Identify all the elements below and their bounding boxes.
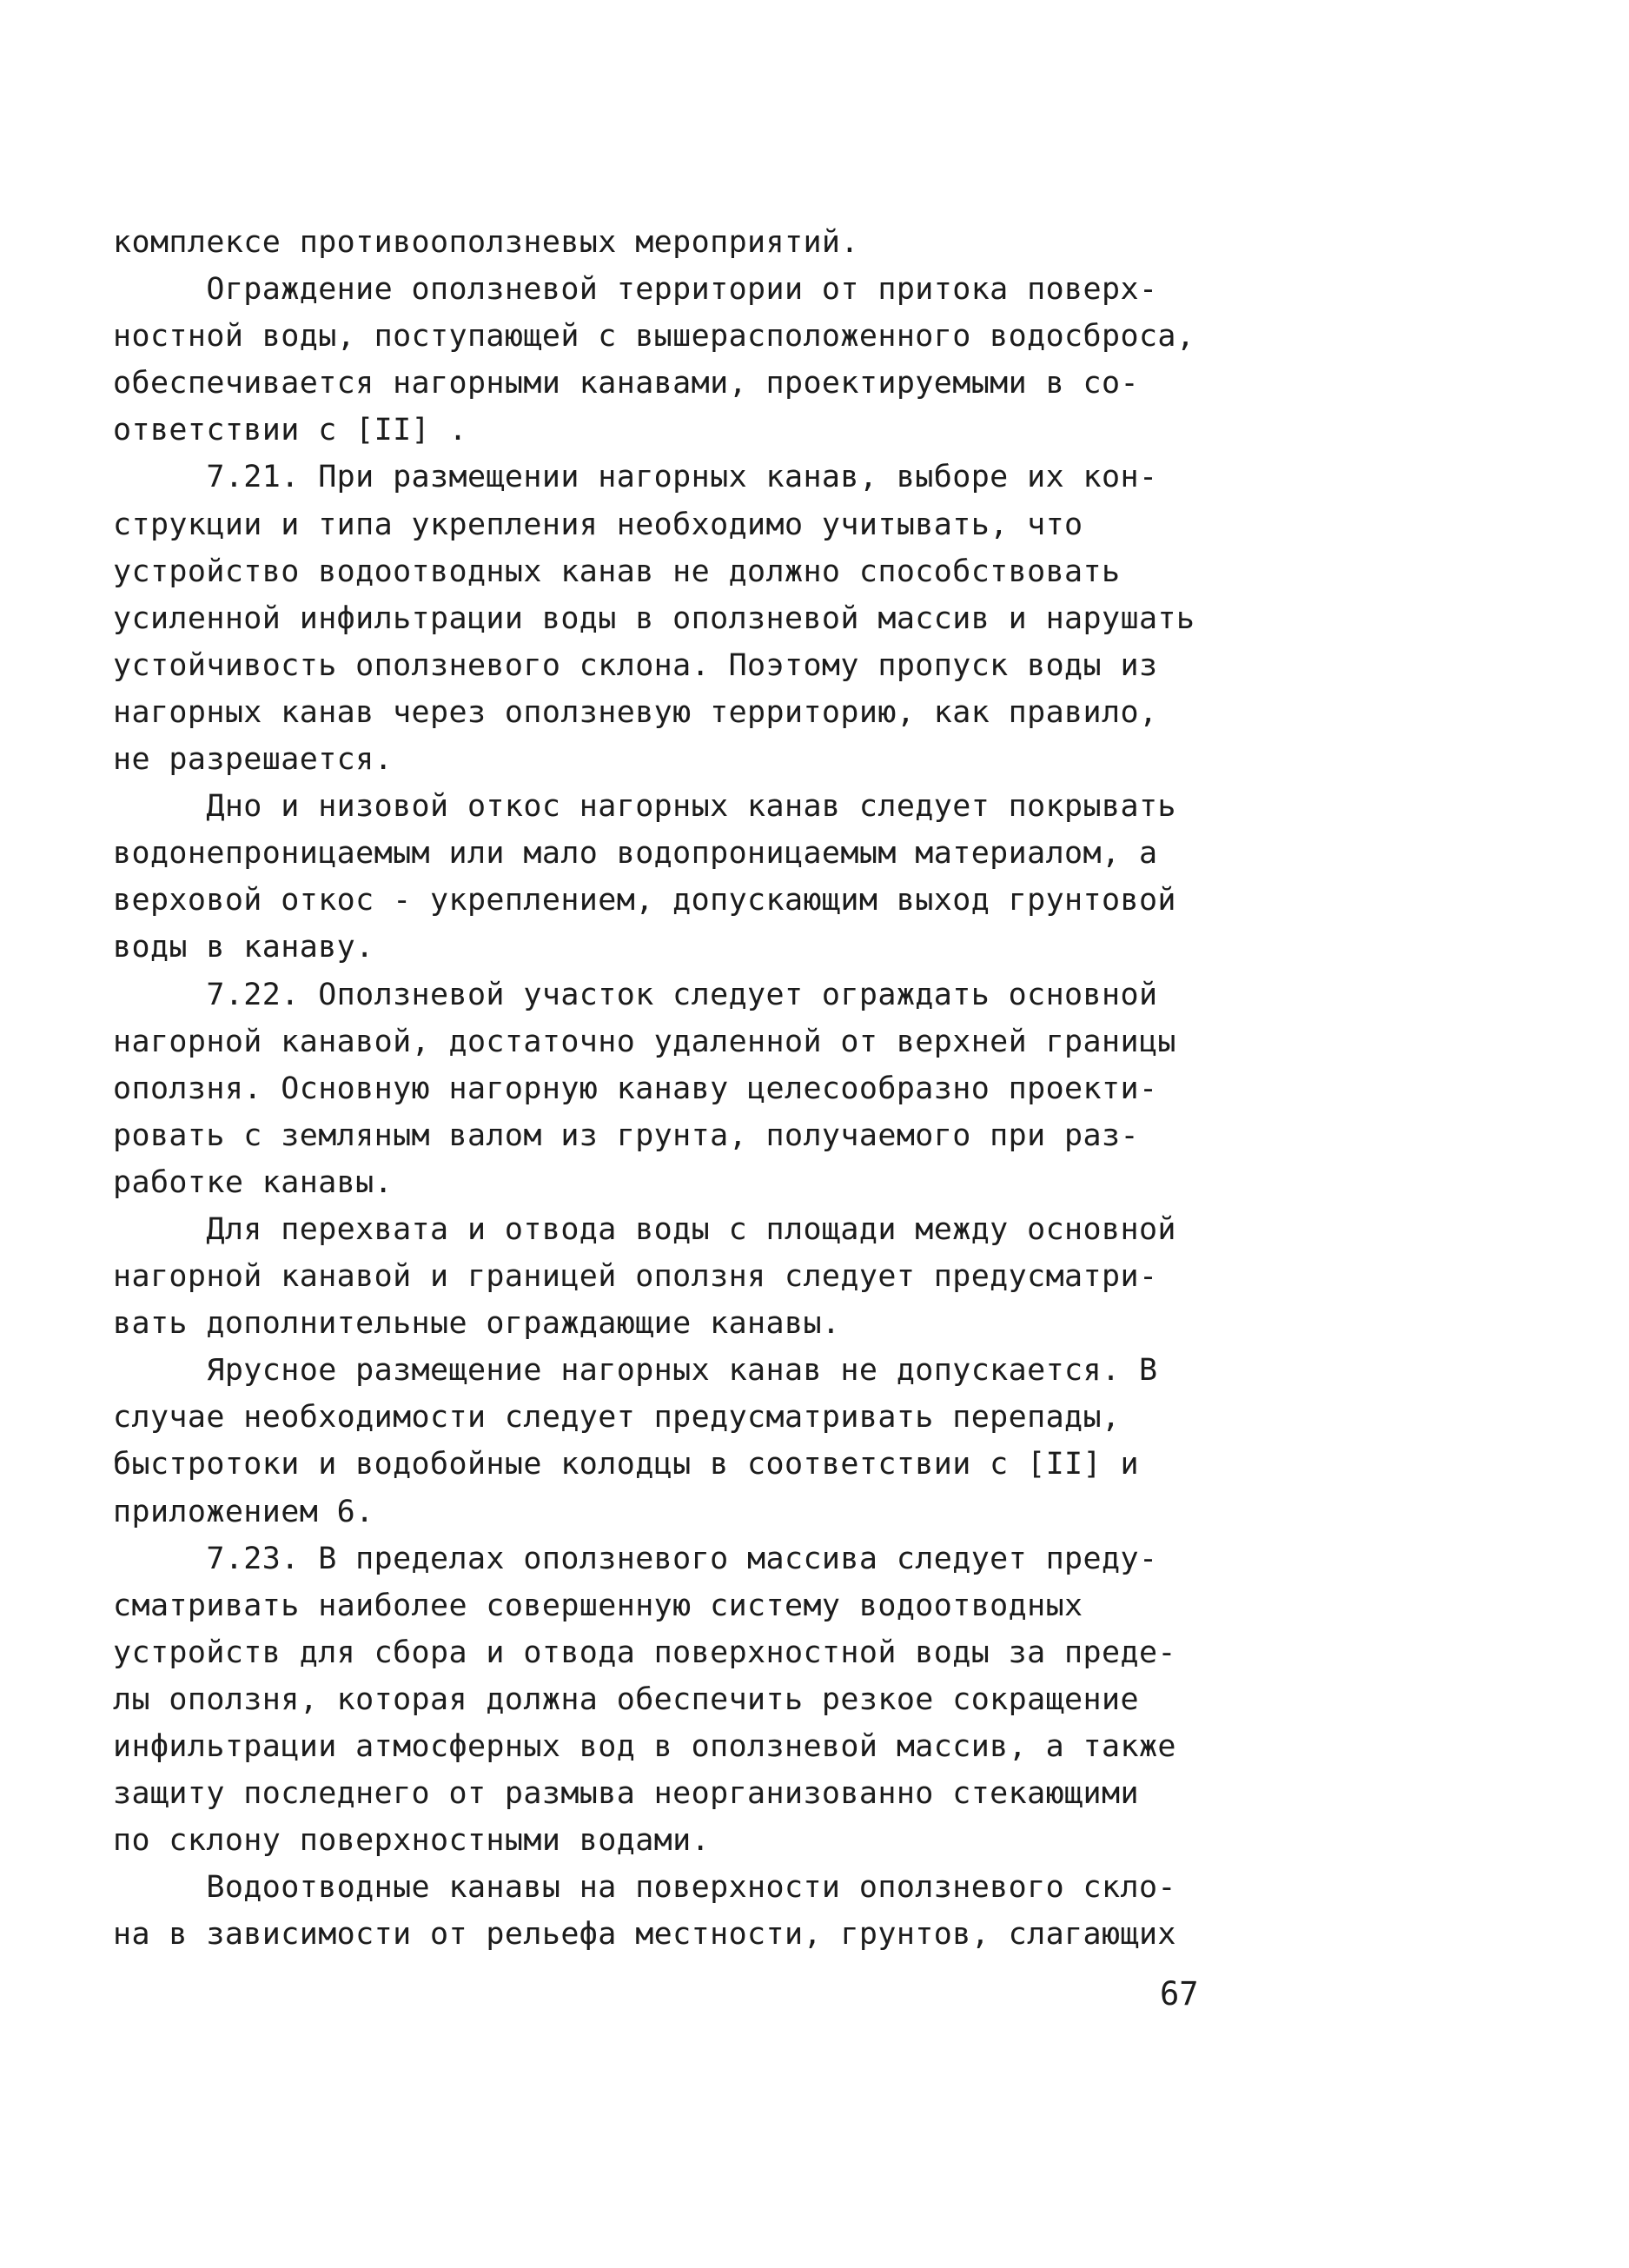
text-line: лы оползня, которая должна обеспечить резкое сокращение <box>113 1681 1139 1717</box>
text-line: ностной воды, поступающей с вышерасположенного водосброса, <box>113 319 1195 355</box>
text-line: 7.22. Оползневой участок следует ограждать основной <box>113 977 1158 1012</box>
text-line: Водоотводные канавы на поверхности оползневого скло- <box>113 1870 1176 1906</box>
text-line: верховой откос - укреплением, допускающим выход грунтовой <box>113 883 1176 918</box>
text-line: быстротоки и водобойные колодцы в соответствии с [II] и <box>113 1447 1139 1482</box>
text-line: струкции и типа укрепления необходимо учитывать, что <box>113 507 1083 542</box>
text-line: защиту последнего от размыва неорганизованно стекающими <box>113 1776 1139 1812</box>
text-line: приложением 6. <box>113 1494 374 1529</box>
text-line: устройств для сбора и отвода поверхностной воды за преде- <box>113 1635 1176 1670</box>
text-line: случае необходимости следует предусматривать перепады, <box>113 1400 1121 1436</box>
text-line: на в зависимости от рельефа местности, грунтов, слагающих <box>113 1917 1176 1953</box>
text-line: ответствии с [II] . <box>113 413 467 448</box>
text-line: ровать с земляным валом из грунта, получаемого при раз- <box>113 1117 1139 1153</box>
text-line: нагорной канавой, достаточно удаленной от верхней границы <box>113 1024 1176 1059</box>
body-text <box>113 219 1242 1958</box>
text-line: по склону поверхностными водами. <box>113 1823 711 1859</box>
text-line: вать дополнительные ограждающие канавы. <box>113 1306 841 1342</box>
text-line: комплексе противооползневых мероприятий. <box>113 225 859 260</box>
text-line: работке канавы. <box>113 1164 394 1200</box>
text-line: Ограждение оползневой территории от притока поверх- <box>113 272 1158 308</box>
text-line: не разрешается. <box>113 742 394 778</box>
text-line: устойчивость оползневого склона. Поэтому пропуск воды из <box>113 647 1158 683</box>
text-line: нагорных канав через оползневую территорию, как правило, <box>113 694 1158 730</box>
text-line: Для перехвата и отвода воды с площади между основной <box>113 1211 1176 1247</box>
text-line: обеспечивается нагорными канавами, проектируемыми в со- <box>113 366 1139 401</box>
text-line: 7.21. При размещении нагорных канав, выборе их кон- <box>113 460 1158 495</box>
text-line: воды в канаву. <box>113 930 374 965</box>
text-line: инфильтрации атмосферных вод в оползневой массив, а также <box>113 1729 1176 1764</box>
text-line: оползня. Основную нагорную канаву целесообразно проекти- <box>113 1071 1158 1106</box>
text-line: сматривать наиболее совершенную систему водоотводных <box>113 1588 1083 1623</box>
text-line: нагорной канавой и границей оползня следует предусматри- <box>113 1259 1158 1295</box>
text-line: 7.23. В пределах оползневого массива следует преду- <box>113 1541 1158 1576</box>
text-line: Дно и низовой откос нагорных канав следует покрывать <box>113 789 1176 825</box>
text-line: устройство водоотводных канав не должно способствовать <box>113 554 1121 589</box>
text-line: водонепроницаемым или мало водопроницаемым материалом, а <box>113 836 1158 872</box>
text-line: Ярусное размещение нагорных канав не допускается. В <box>113 1353 1158 1389</box>
page-number: 67 <box>1160 1975 1199 2013</box>
text-line: усиленной инфильтрации воды в оползневой массив и нарушать <box>113 600 1195 636</box>
